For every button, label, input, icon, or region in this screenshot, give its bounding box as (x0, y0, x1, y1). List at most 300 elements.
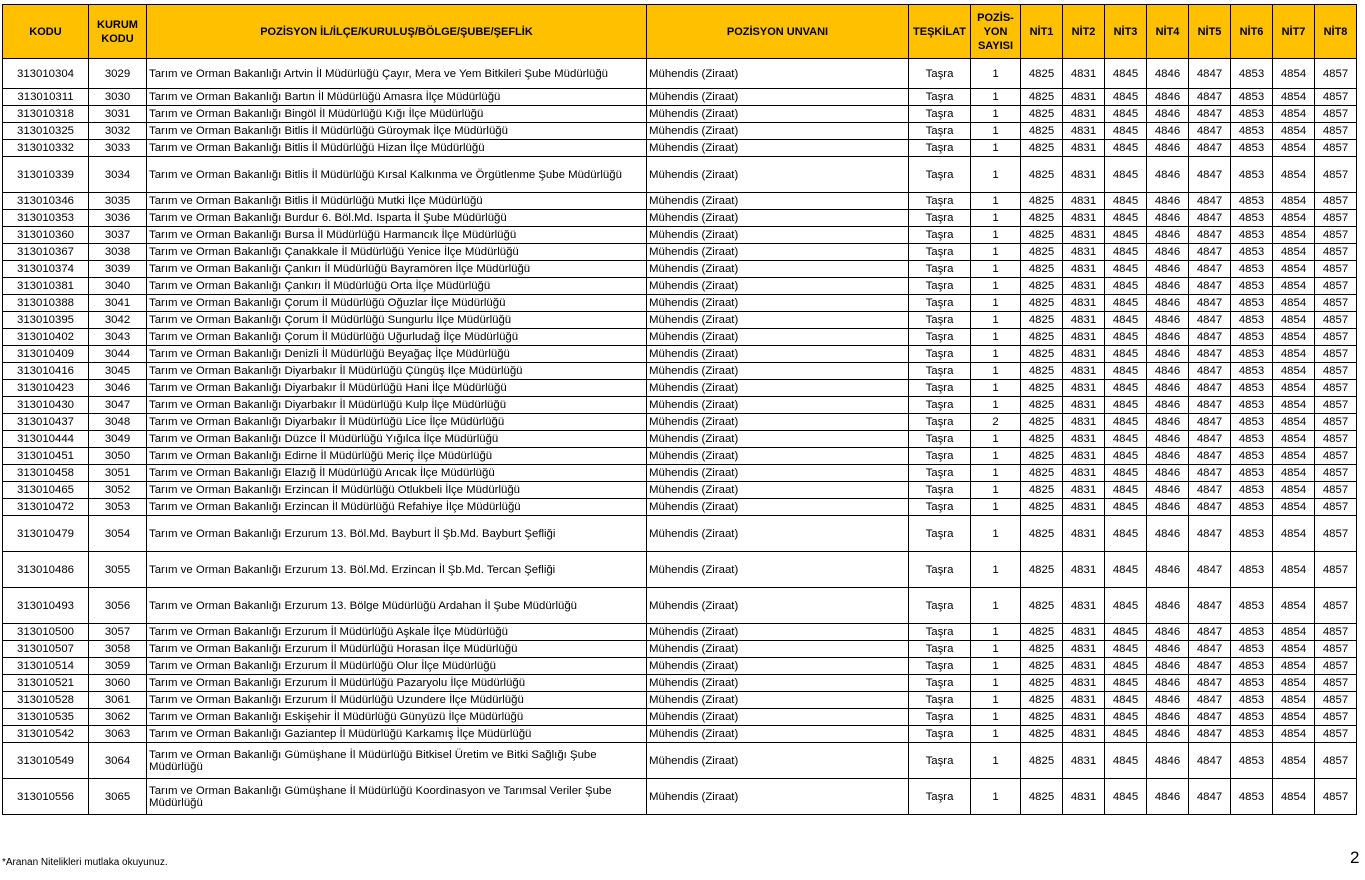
nit7-cell: 4854 (1273, 312, 1315, 329)
pozisyon-yer-cell: Tarım ve Orman Bakanlığı Gümüşhane İl Müdürlüğü Bitkisel Üretim ve Bitki Sağlığı Şube Müdürlüğü (147, 743, 647, 779)
nit1-cell: 4825 (1021, 89, 1063, 106)
teskilat-cell: Taşra (909, 516, 971, 552)
nit1-cell: 4825 (1021, 675, 1063, 692)
nit7-cell: 4854 (1273, 380, 1315, 397)
pozisyon-sayisi-cell: 1 (971, 397, 1021, 414)
nit7-cell: 4854 (1273, 227, 1315, 244)
nit6-cell: 4853 (1231, 641, 1273, 658)
kodu-cell: 313010458 (3, 465, 89, 482)
nit1-cell: 4825 (1021, 380, 1063, 397)
nit7-cell: 4854 (1273, 89, 1315, 106)
nit7-cell: 4854 (1273, 123, 1315, 140)
header-kodu: KODU (3, 5, 89, 59)
pozisyon-sayisi-cell: 1 (971, 465, 1021, 482)
pozisyon-sayisi-cell: 1 (971, 193, 1021, 210)
nit1-cell: 4825 (1021, 499, 1063, 516)
nit4-cell: 4846 (1147, 157, 1189, 193)
nit2-cell: 4831 (1063, 431, 1105, 448)
nit5-cell: 4847 (1189, 59, 1231, 89)
kodu-cell: 313010339 (3, 157, 89, 193)
table-row (3, 363, 1357, 380)
nit6-cell: 4853 (1231, 329, 1273, 346)
nit5-cell: 4847 (1189, 193, 1231, 210)
pozisyon-unvani-cell: Mühendis (Ziraat) (647, 227, 909, 244)
nit7-cell: 4854 (1273, 448, 1315, 465)
teskilat-cell: Taşra (909, 482, 971, 499)
nit5-cell: 4847 (1189, 482, 1231, 499)
nit2-cell: 4831 (1063, 261, 1105, 278)
kurum-kodu-cell: 3056 (89, 588, 147, 624)
kodu-cell: 313010549 (3, 743, 89, 779)
pozisyon-unvani-cell: Mühendis (Ziraat) (647, 106, 909, 123)
nit5-cell: 4847 (1189, 726, 1231, 743)
table-row (3, 465, 1357, 482)
nit8-cell: 4857 (1315, 414, 1357, 431)
pozisyon-sayisi-cell: 1 (971, 709, 1021, 726)
nit2-cell: 4831 (1063, 329, 1105, 346)
kurum-kodu-cell: 3032 (89, 123, 147, 140)
header-nit6: NİT6 (1231, 5, 1273, 59)
table-row (3, 743, 1357, 779)
pozisyon-yer-cell: Tarım ve Orman Bakanlığı Erzurum İl Müdürlüğü Uzundere İlçe Müdürlüğü (147, 692, 647, 709)
nit7-cell: 4854 (1273, 675, 1315, 692)
nit8-cell: 4857 (1315, 779, 1357, 815)
nit7-cell: 4854 (1273, 346, 1315, 363)
positions-table (2, 4, 1357, 815)
nit8-cell: 4857 (1315, 743, 1357, 779)
teskilat-cell: Taşra (909, 588, 971, 624)
header-nit8: NİT8 (1315, 5, 1357, 59)
teskilat-cell: Taşra (909, 157, 971, 193)
pozisyon-unvani-cell: Mühendis (Ziraat) (647, 692, 909, 709)
nit5-cell: 4847 (1189, 516, 1231, 552)
nit1-cell: 4825 (1021, 709, 1063, 726)
pozisyon-sayisi-cell: 1 (971, 329, 1021, 346)
pozisyon-unvani-cell: Mühendis (Ziraat) (647, 123, 909, 140)
nit1-cell: 4825 (1021, 140, 1063, 157)
table-row (3, 380, 1357, 397)
nit7-cell: 4854 (1273, 709, 1315, 726)
kurum-kodu-cell: 3048 (89, 414, 147, 431)
pozisyon-unvani-cell: Mühendis (Ziraat) (647, 779, 909, 815)
nit1-cell: 4825 (1021, 227, 1063, 244)
nit8-cell: 4857 (1315, 261, 1357, 278)
teskilat-cell: Taşra (909, 431, 971, 448)
nit5-cell: 4847 (1189, 227, 1231, 244)
table-row (3, 295, 1357, 312)
nit1-cell: 4825 (1021, 414, 1063, 431)
nit1-cell: 4825 (1021, 482, 1063, 499)
pozisyon-sayisi-cell: 1 (971, 588, 1021, 624)
nit2-cell: 4831 (1063, 123, 1105, 140)
nit3-cell: 4845 (1105, 380, 1147, 397)
pozisyon-sayisi-cell: 1 (971, 431, 1021, 448)
nit7-cell: 4854 (1273, 588, 1315, 624)
pozisyon-yer-cell: Tarım ve Orman Bakanlığı Elazığ İl Müdürlüğü Arıcak İlçe Müdürlüğü (147, 465, 647, 482)
nit2-cell: 4831 (1063, 692, 1105, 709)
nit5-cell: 4847 (1189, 123, 1231, 140)
nit3-cell: 4845 (1105, 624, 1147, 641)
nit1-cell: 4825 (1021, 641, 1063, 658)
pozisyon-unvani-cell: Mühendis (Ziraat) (647, 641, 909, 658)
teskilat-cell: Taşra (909, 261, 971, 278)
nit1-cell: 4825 (1021, 106, 1063, 123)
nit5-cell: 4847 (1189, 244, 1231, 261)
pozisyon-yer-cell: Tarım ve Orman Bakanlığı Erzurum İl Müdürlüğü Olur İlçe Müdürlüğü (147, 658, 647, 675)
pozisyon-unvani-cell: Mühendis (Ziraat) (647, 743, 909, 779)
pozisyon-yer-cell: Tarım ve Orman Bakanlığı Çankırı İl Müdürlüğü Orta İlçe Müdürlüğü (147, 278, 647, 295)
nit2-cell: 4831 (1063, 726, 1105, 743)
table-row (3, 193, 1357, 210)
nit5-cell: 4847 (1189, 210, 1231, 227)
nit6-cell: 4853 (1231, 106, 1273, 123)
nit4-cell: 4846 (1147, 140, 1189, 157)
nit3-cell: 4845 (1105, 779, 1147, 815)
nit4-cell: 4846 (1147, 624, 1189, 641)
nit2-cell: 4831 (1063, 397, 1105, 414)
teskilat-cell: Taşra (909, 346, 971, 363)
nit2-cell: 4831 (1063, 465, 1105, 482)
teskilat-cell: Taşra (909, 692, 971, 709)
kurum-kodu-cell: 3050 (89, 448, 147, 465)
pozisyon-yer-cell: Tarım ve Orman Bakanlığı Düzce İl Müdürlüğü Yığılca İlçe Müdürlüğü (147, 431, 647, 448)
pozisyon-sayisi-cell: 1 (971, 227, 1021, 244)
teskilat-cell: Taşra (909, 675, 971, 692)
nit2-cell: 4831 (1063, 641, 1105, 658)
nit6-cell: 4853 (1231, 499, 1273, 516)
pozisyon-sayisi-cell: 1 (971, 106, 1021, 123)
pozisyon-yer-cell: Tarım ve Orman Bakanlığı Çorum İl Müdürlüğü Uğurludağ İlçe Müdürlüğü (147, 329, 647, 346)
kodu-cell: 313010451 (3, 448, 89, 465)
pozisyon-yer-cell: Tarım ve Orman Bakanlığı Gaziantep İl Müdürlüğü Karkamış İlçe Müdürlüğü (147, 726, 647, 743)
page-number: 2 (1350, 848, 1360, 867)
nit2-cell: 4831 (1063, 244, 1105, 261)
nit1-cell: 4825 (1021, 363, 1063, 380)
nit5-cell: 4847 (1189, 709, 1231, 726)
nit3-cell: 4845 (1105, 140, 1147, 157)
nit5-cell: 4847 (1189, 465, 1231, 482)
table-row (3, 244, 1357, 261)
nit8-cell: 4857 (1315, 227, 1357, 244)
kodu-cell: 313010304 (3, 59, 89, 89)
teskilat-cell: Taşra (909, 743, 971, 779)
nit1-cell: 4825 (1021, 658, 1063, 675)
pozisyon-sayisi-cell: 1 (971, 89, 1021, 106)
nit6-cell: 4853 (1231, 227, 1273, 244)
nit8-cell: 4857 (1315, 516, 1357, 552)
nit6-cell: 4853 (1231, 516, 1273, 552)
nit1-cell: 4825 (1021, 329, 1063, 346)
nit3-cell: 4845 (1105, 363, 1147, 380)
pozisyon-yer-cell: Tarım ve Orman Bakanlığı Diyarbakır İl Müdürlüğü Lice İlçe Müdürlüğü (147, 414, 647, 431)
table-row (3, 414, 1357, 431)
pozisyon-yer-cell: Tarım ve Orman Bakanlığı Erzincan İl Müdürlüğü Refahiye İlçe Müdürlüğü (147, 499, 647, 516)
teskilat-cell: Taşra (909, 278, 971, 295)
nit1-cell: 4825 (1021, 743, 1063, 779)
nit8-cell: 4857 (1315, 295, 1357, 312)
pozisyon-yer-cell: Tarım ve Orman Bakanlığı Diyarbakır İl Müdürlüğü Çüngüş İlçe Müdürlüğü (147, 363, 647, 380)
nit4-cell: 4846 (1147, 106, 1189, 123)
pozisyon-unvani-cell: Mühendis (Ziraat) (647, 380, 909, 397)
nit7-cell: 4854 (1273, 516, 1315, 552)
nit8-cell: 4857 (1315, 675, 1357, 692)
nit6-cell: 4853 (1231, 210, 1273, 227)
nit4-cell: 4846 (1147, 675, 1189, 692)
kodu-cell: 313010311 (3, 89, 89, 106)
table-row (3, 675, 1357, 692)
nit8-cell: 4857 (1315, 210, 1357, 227)
teskilat-cell: Taşra (909, 641, 971, 658)
nit3-cell: 4845 (1105, 692, 1147, 709)
nit3-cell: 4845 (1105, 448, 1147, 465)
kodu-cell: 313010353 (3, 210, 89, 227)
nit6-cell: 4853 (1231, 397, 1273, 414)
pozisyon-yer-cell: Tarım ve Orman Bakanlığı Erzurum 13. Böl.Md. Erzincan İl Şb.Md. Tercan Şefliği (147, 552, 647, 588)
pozisyon-yer-cell: Tarım ve Orman Bakanlığı Çorum İl Müdürlüğü Sungurlu İlçe Müdürlüğü (147, 312, 647, 329)
nit8-cell: 4857 (1315, 278, 1357, 295)
nit2-cell: 4831 (1063, 499, 1105, 516)
nit1-cell: 4825 (1021, 692, 1063, 709)
header-pozisyon-sayisi: POZİS-YON SAYISI (971, 5, 1021, 59)
header-nit4: NİT4 (1147, 5, 1189, 59)
table-header-row (3, 5, 1357, 59)
nit8-cell: 4857 (1315, 692, 1357, 709)
nit4-cell: 4846 (1147, 210, 1189, 227)
pozisyon-unvani-cell: Mühendis (Ziraat) (647, 278, 909, 295)
nit6-cell: 4853 (1231, 552, 1273, 588)
nit3-cell: 4845 (1105, 726, 1147, 743)
nit7-cell: 4854 (1273, 261, 1315, 278)
kurum-kodu-cell: 3030 (89, 89, 147, 106)
pozisyon-sayisi-cell: 1 (971, 482, 1021, 499)
teskilat-cell: Taşra (909, 552, 971, 588)
nit5-cell: 4847 (1189, 346, 1231, 363)
nit2-cell: 4831 (1063, 363, 1105, 380)
table-row (3, 397, 1357, 414)
nit4-cell: 4846 (1147, 726, 1189, 743)
nit3-cell: 4845 (1105, 123, 1147, 140)
pozisyon-sayisi-cell: 1 (971, 552, 1021, 588)
nit8-cell: 4857 (1315, 106, 1357, 123)
pozisyon-yer-cell: Tarım ve Orman Bakanlığı Erzurum İl Müdürlüğü Aşkale İlçe Müdürlüğü (147, 624, 647, 641)
nit4-cell: 4846 (1147, 244, 1189, 261)
nit1-cell: 4825 (1021, 244, 1063, 261)
teskilat-cell: Taşra (909, 227, 971, 244)
nit4-cell: 4846 (1147, 516, 1189, 552)
teskilat-cell: Taşra (909, 106, 971, 123)
table-row (3, 658, 1357, 675)
table-row (3, 482, 1357, 499)
nit3-cell: 4845 (1105, 193, 1147, 210)
nit4-cell: 4846 (1147, 123, 1189, 140)
nit7-cell: 4854 (1273, 397, 1315, 414)
nit6-cell: 4853 (1231, 588, 1273, 624)
header-nit1: NİT1 (1021, 5, 1063, 59)
header-nit2: NİT2 (1063, 5, 1105, 59)
kurum-kodu-cell: 3051 (89, 465, 147, 482)
nit3-cell: 4845 (1105, 227, 1147, 244)
nit8-cell: 4857 (1315, 641, 1357, 658)
nit5-cell: 4847 (1189, 278, 1231, 295)
nit2-cell: 4831 (1063, 588, 1105, 624)
nit3-cell: 4845 (1105, 59, 1147, 89)
nit1-cell: 4825 (1021, 193, 1063, 210)
pozisyon-sayisi-cell: 1 (971, 726, 1021, 743)
nit4-cell: 4846 (1147, 363, 1189, 380)
pozisyon-yer-cell: Tarım ve Orman Bakanlığı Diyarbakır İl Müdürlüğü Hani İlçe Müdürlüğü (147, 380, 647, 397)
nit4-cell: 4846 (1147, 414, 1189, 431)
kurum-kodu-cell: 3055 (89, 552, 147, 588)
nit1-cell: 4825 (1021, 295, 1063, 312)
kurum-kodu-cell: 3057 (89, 624, 147, 641)
kurum-kodu-cell: 3037 (89, 227, 147, 244)
kodu-cell: 313010325 (3, 123, 89, 140)
pozisyon-yer-cell: Tarım ve Orman Bakanlığı Eskişehir İl Müdürlüğü Günyüzü İlçe Müdürlüğü (147, 709, 647, 726)
teskilat-cell: Taşra (909, 329, 971, 346)
pozisyon-unvani-cell: Mühendis (Ziraat) (647, 675, 909, 692)
nit5-cell: 4847 (1189, 431, 1231, 448)
nit1-cell: 4825 (1021, 210, 1063, 227)
pozisyon-unvani-cell: Mühendis (Ziraat) (647, 499, 909, 516)
nit3-cell: 4845 (1105, 516, 1147, 552)
nit5-cell: 4847 (1189, 743, 1231, 779)
nit1-cell: 4825 (1021, 123, 1063, 140)
kurum-kodu-cell: 3034 (89, 157, 147, 193)
pozisyon-sayisi-cell: 1 (971, 779, 1021, 815)
kurum-kodu-cell: 3036 (89, 210, 147, 227)
table-row (3, 312, 1357, 329)
pozisyon-unvani-cell: Mühendis (Ziraat) (647, 465, 909, 482)
kurum-kodu-cell: 3058 (89, 641, 147, 658)
nit8-cell: 4857 (1315, 726, 1357, 743)
nit8-cell: 4857 (1315, 624, 1357, 641)
nit4-cell: 4846 (1147, 588, 1189, 624)
pozisyon-unvani-cell: Mühendis (Ziraat) (647, 193, 909, 210)
nit3-cell: 4845 (1105, 278, 1147, 295)
nit2-cell: 4831 (1063, 59, 1105, 89)
nit1-cell: 4825 (1021, 346, 1063, 363)
kurum-kodu-cell: 3046 (89, 380, 147, 397)
nit5-cell: 4847 (1189, 692, 1231, 709)
pozisyon-yer-cell: Tarım ve Orman Bakanlığı Bitlis İl Müdürlüğü Güroymak İlçe Müdürlüğü (147, 123, 647, 140)
kodu-cell: 313010409 (3, 346, 89, 363)
kurum-kodu-cell: 3042 (89, 312, 147, 329)
pozisyon-yer-cell: Tarım ve Orman Bakanlığı Bitlis İl Müdürlüğü Mutki İlçe Müdürlüğü (147, 193, 647, 210)
nit6-cell: 4853 (1231, 779, 1273, 815)
teskilat-cell: Taşra (909, 140, 971, 157)
kurum-kodu-cell: 3040 (89, 278, 147, 295)
table-row (3, 499, 1357, 516)
table-row (3, 624, 1357, 641)
nit6-cell: 4853 (1231, 261, 1273, 278)
pozisyon-yer-cell: Tarım ve Orman Bakanlığı Erzurum 13. Böl.Md. Bayburt İl Şb.Md. Bayburt Şefliği (147, 516, 647, 552)
kurum-kodu-cell: 3041 (89, 295, 147, 312)
nit5-cell: 4847 (1189, 397, 1231, 414)
table-row (3, 552, 1357, 588)
nit1-cell: 4825 (1021, 278, 1063, 295)
pozisyon-unvani-cell: Mühendis (Ziraat) (647, 552, 909, 588)
nit6-cell: 4853 (1231, 278, 1273, 295)
nit2-cell: 4831 (1063, 157, 1105, 193)
nit8-cell: 4857 (1315, 499, 1357, 516)
nit2-cell: 4831 (1063, 210, 1105, 227)
nit7-cell: 4854 (1273, 157, 1315, 193)
nit2-cell: 4831 (1063, 552, 1105, 588)
kodu-cell: 313010423 (3, 380, 89, 397)
pozisyon-sayisi-cell: 1 (971, 261, 1021, 278)
nit4-cell: 4846 (1147, 431, 1189, 448)
pozisyon-sayisi-cell: 1 (971, 743, 1021, 779)
pozisyon-yer-cell: Tarım ve Orman Bakanlığı Bitlis İl Müdürlüğü Kırsal Kalkınma ve Örgütlenme Şube Müdürlüğü (147, 157, 647, 193)
nit5-cell: 4847 (1189, 106, 1231, 123)
nit5-cell: 4847 (1189, 380, 1231, 397)
nit1-cell: 4825 (1021, 448, 1063, 465)
nit2-cell: 4831 (1063, 295, 1105, 312)
table-row (3, 346, 1357, 363)
kodu-cell: 313010360 (3, 227, 89, 244)
teskilat-cell: Taşra (909, 709, 971, 726)
nit5-cell: 4847 (1189, 261, 1231, 278)
nit8-cell: 4857 (1315, 140, 1357, 157)
nit4-cell: 4846 (1147, 193, 1189, 210)
nit2-cell: 4831 (1063, 106, 1105, 123)
pozisyon-sayisi-cell: 1 (971, 244, 1021, 261)
pozisyon-yer-cell: Tarım ve Orman Bakanlığı Bursa İl Müdürlüğü Harmancık İlçe Müdürlüğü (147, 227, 647, 244)
nit8-cell: 4857 (1315, 448, 1357, 465)
pozisyon-unvani-cell: Mühendis (Ziraat) (647, 482, 909, 499)
pozisyon-unvani-cell: Mühendis (Ziraat) (647, 414, 909, 431)
table-row (3, 448, 1357, 465)
nit1-cell: 4825 (1021, 59, 1063, 89)
nit3-cell: 4845 (1105, 743, 1147, 779)
nit4-cell: 4846 (1147, 227, 1189, 244)
pozisyon-yer-cell: Tarım ve Orman Bakanlığı Burdur 6. Böl.Md. Isparta İl Şube Müdürlüğü (147, 210, 647, 227)
nit6-cell: 4853 (1231, 743, 1273, 779)
nit7-cell: 4854 (1273, 278, 1315, 295)
nit7-cell: 4854 (1273, 210, 1315, 227)
nit5-cell: 4847 (1189, 140, 1231, 157)
pozisyon-sayisi-cell: 1 (971, 346, 1021, 363)
nit7-cell: 4854 (1273, 244, 1315, 261)
pozisyon-yer-cell: Tarım ve Orman Bakanlığı Erzurum İl Müdürlüğü Horasan İlçe Müdürlüğü (147, 641, 647, 658)
nit6-cell: 4853 (1231, 658, 1273, 675)
kurum-kodu-cell: 3059 (89, 658, 147, 675)
nit3-cell: 4845 (1105, 482, 1147, 499)
nit4-cell: 4846 (1147, 658, 1189, 675)
teskilat-cell: Taşra (909, 59, 971, 89)
nit2-cell: 4831 (1063, 743, 1105, 779)
pozisyon-unvani-cell: Mühendis (Ziraat) (647, 210, 909, 227)
nit3-cell: 4845 (1105, 89, 1147, 106)
nit4-cell: 4846 (1147, 552, 1189, 588)
table-row (3, 140, 1357, 157)
pozisyon-unvani-cell: Mühendis (Ziraat) (647, 346, 909, 363)
nit4-cell: 4846 (1147, 482, 1189, 499)
nit3-cell: 4845 (1105, 244, 1147, 261)
kodu-cell: 313010318 (3, 106, 89, 123)
kurum-kodu-cell: 3049 (89, 431, 147, 448)
nit1-cell: 4825 (1021, 261, 1063, 278)
nit3-cell: 4845 (1105, 709, 1147, 726)
nit7-cell: 4854 (1273, 692, 1315, 709)
nit3-cell: 4845 (1105, 346, 1147, 363)
nit8-cell: 4857 (1315, 157, 1357, 193)
pozisyon-unvani-cell: Mühendis (Ziraat) (647, 244, 909, 261)
kodu-cell: 313010374 (3, 261, 89, 278)
kodu-cell: 313010367 (3, 244, 89, 261)
nit2-cell: 4831 (1063, 779, 1105, 815)
kodu-cell: 313010465 (3, 482, 89, 499)
